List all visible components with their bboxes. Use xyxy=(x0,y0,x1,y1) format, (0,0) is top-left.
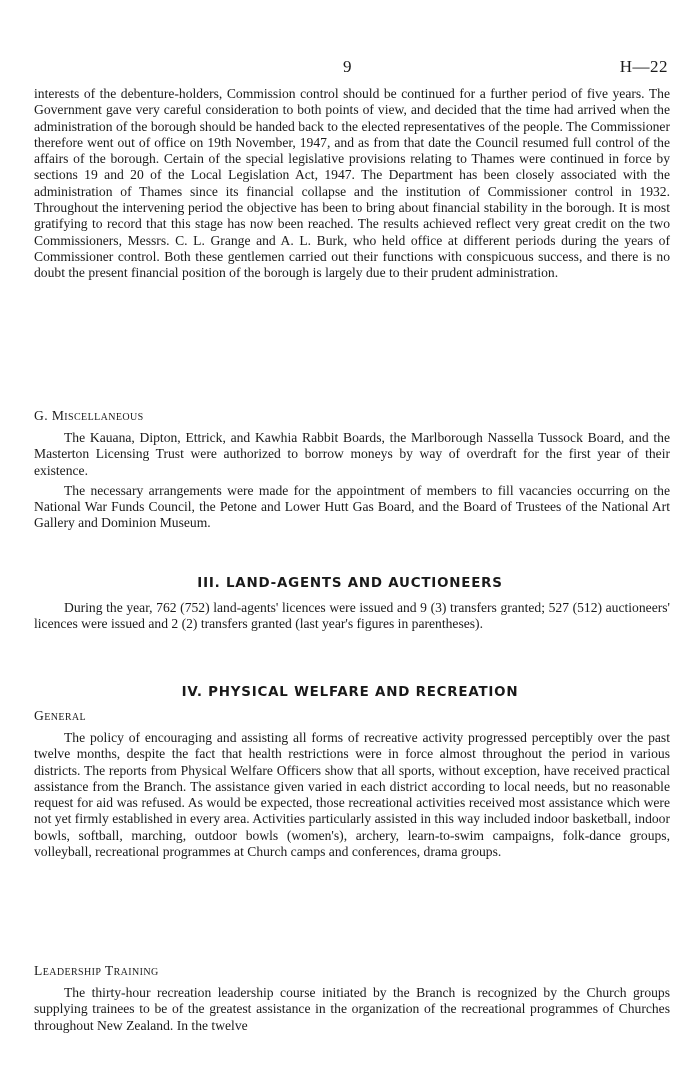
section-iv-heading: IV. PHYSICAL WELFARE AND RECREATION xyxy=(181,685,519,700)
land-agents-paragraph: During the year, 762 (752) land-agents' licences were issued and 9 (3) transfers granted; 527 (512) auctioneers' licences were issued and 2 (2) transfers granted (last year's figures in parentheses). xyxy=(34,600,670,632)
section-iii-heading: III. LAND-AGENTS AND AUCTIONEERS xyxy=(197,576,503,591)
miscellaneous-paragraph-1: The Kauana, Dipton, Ettrick, and Kawhia Rabbit Boards, the Marlborough Nassella Tussock Board, and the Masterton Licensing Trust were authorized to borrow moneys by way of overdraft for the first year of their existence. xyxy=(34,430,670,478)
leadership-label: Leadership Training xyxy=(34,963,159,978)
leadership-label-wrap xyxy=(34,963,670,979)
continuation-section xyxy=(34,86,670,282)
general-body xyxy=(34,730,670,860)
general-label: General xyxy=(34,708,87,723)
document-reference: H—22 xyxy=(619,57,668,76)
miscellaneous-paragraph-2: The necessary arrangements were made for the appointment of members to fill vacancies occurring on the National War Funds Council, the Petone and Lower Hutt Gas Board, and the Board of Trustees of the National Art Gallery and Dominion Museum. xyxy=(34,482,670,531)
continuation-paragraph: interests of the debenture-holders, Commission control should be continued for a further period of five years. The Government gave very careful consideration to both points of view, and decided that the time had arrived when the administration of the borough should be handed back to the elected representatives of the people. The Commissioner therefore went out of office on 19th November, 1947, and as from that date the Council resumed full control of the affairs of the borough. Certain of the special legislative provisions relating to Thames were continued in force by sections 19 and 20 of the Local Legislation Act, 1947. The Department has been closely associated with the administration of Thames since its financial collapse and the institution of Commissioner control in 1932. Throughout the intervening period the objective has been to bring about financial stability in the borough. It is most gratifying to record that this stage has now been reached. The results achieved reflect very great credit on the two Commissioners, Messrs. C. L. Grange and A. L. Burk, who held office at different periods during the years of Commissioner control. Both these gentlemen carried out their functions with conspicuous success, and there is no doubt the present financial position of the borough is largely due to their prudent administration. xyxy=(34,86,670,281)
general-paragraph: The policy of encouraging and assisting all forms of recreative activity progressed perceptibly over the past twelve months, despite the fact that health restrictions were in force almost throughout the period in various districts. The reports from Physical Welfare Officers show that all sports, without exception, have received practical assistance from the Branch. The assistance given varied in each district according to local needs, but no reasonable request for aid was refused. As would be expected, those recreational activities received most assistance which were not yet firmly established in every area. Activities particularly assisted in this way included indoor basketball, indoor bowls, softball, marching, outdoor bowls (women's), archery, learn-to-swim campaigns, folk-dance groups, volleyball, recreational programmes at Church camps and conferences, drama groups. xyxy=(34,730,670,860)
miscellaneous-section xyxy=(34,408,670,424)
general-label-wrap xyxy=(34,708,670,724)
section-iii-body xyxy=(34,600,670,633)
section-g-label: G. Miscellaneous xyxy=(34,408,144,423)
leadership-paragraph: The thirty-hour recreation leadership course initiated by the Branch is recognized by the Church groups supplying trainees to be of the greatest assistance in the organization of the recreational programmes of Churches throughout New Zealand. In the twelve xyxy=(34,985,670,1033)
miscellaneous-body xyxy=(34,430,670,532)
leadership-body xyxy=(34,985,670,1034)
page-number: 9 xyxy=(343,57,352,76)
